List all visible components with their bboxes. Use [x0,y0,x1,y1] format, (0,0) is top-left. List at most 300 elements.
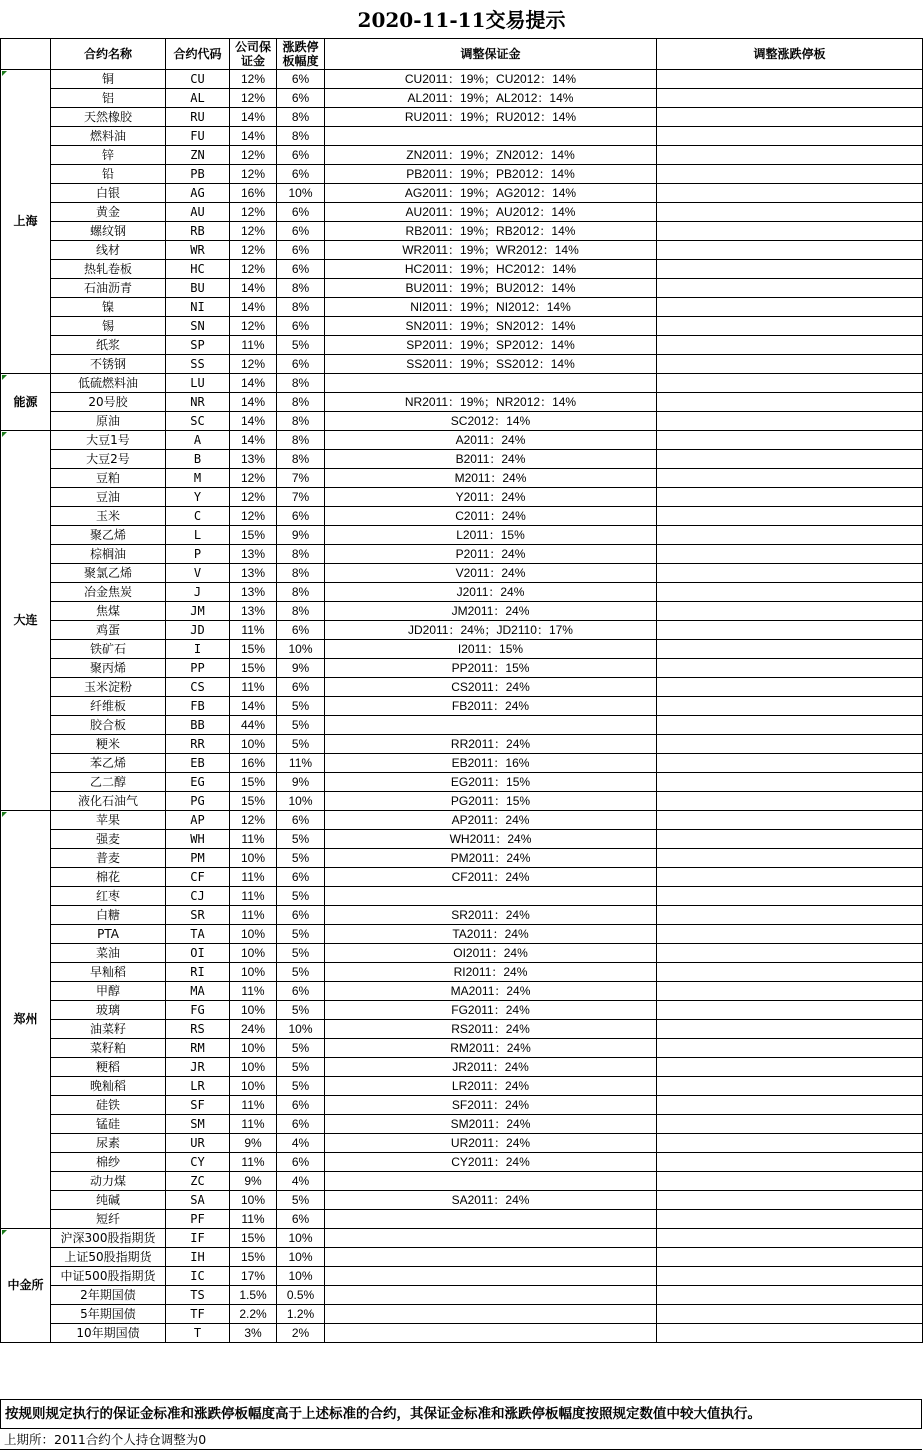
table-row [1,602,923,621]
adjusted-margin: SN2011：19%；SN2012：14% [325,317,657,336]
contract-code: EG [166,773,230,792]
adjusted-limit [657,545,923,564]
limit-cell: 4% [277,1134,325,1153]
limit-cell: 2% [277,1324,325,1343]
limit-cell: 5% [277,830,325,849]
limit-cell: 6% [277,621,325,640]
margin-cell: 12% [230,260,277,279]
table-row [1,507,923,526]
limit-cell: 4% [277,1172,325,1191]
margin-cell: 13% [230,564,277,583]
adjusted-limit [657,811,923,830]
table-row [1,1267,923,1286]
header-row [1,39,923,70]
limit-cell: 5% [277,735,325,754]
table-row [1,412,923,431]
table-row [1,108,923,127]
margin-cell: 14% [230,412,277,431]
margin-cell: 15% [230,1229,277,1248]
contract-code: OI [166,944,230,963]
contract-code: NR [166,393,230,412]
contract-code: L [166,526,230,545]
adjusted-limit [657,431,923,450]
limit-cell: 7% [277,469,325,488]
limit-cell: 5% [277,1191,325,1210]
table-row [1,1096,923,1115]
limit-cell: 6% [277,1210,325,1229]
adjusted-limit [657,830,923,849]
table-row [1,393,923,412]
contract-code: PF [166,1210,230,1229]
adjusted-limit [657,1229,923,1248]
adjusted-margin: SC2012：14% [325,412,657,431]
adjusted-limit [657,507,923,526]
adjusted-limit [657,1153,923,1172]
adjusted-limit [657,1305,923,1324]
table-row [1,1172,923,1191]
table-row [1,222,923,241]
adjusted-margin: UR2011：24% [325,1134,657,1153]
adjusted-limit [657,773,923,792]
adjusted-limit [657,735,923,754]
adjusted-limit [657,260,923,279]
limit-cell: 11% [277,754,325,773]
adjusted-limit [657,564,923,583]
adjusted-margin: L2011：15% [325,526,657,545]
contract-code: Y [166,488,230,507]
limit-cell: 8% [277,564,325,583]
margin-cell: 12% [230,89,277,108]
margin-cell: 12% [230,488,277,507]
adjusted-limit [657,298,923,317]
limit-cell: 6% [277,678,325,697]
margin-cell: 15% [230,773,277,792]
header-limit: 涨跌停板幅度 [277,39,325,70]
adjusted-limit [657,1248,923,1267]
adjusted-margin: PB2011：19%；PB2012：14% [325,165,657,184]
adjusted-limit [657,1039,923,1058]
adjusted-margin: SA2011：24% [325,1191,657,1210]
adjusted-margin: P2011：24% [325,545,657,564]
contract-code: AP [166,811,230,830]
limit-cell: 9% [277,526,325,545]
table-row [1,944,923,963]
margin-cell: 11% [230,982,277,1001]
adjusted-limit [657,1172,923,1191]
contract-name: 苹果 [51,811,166,830]
adjusted-margin: WH2011：24% [325,830,657,849]
exchange-cell: 中金所 [1,1229,51,1343]
limit-cell: 10% [277,640,325,659]
contract-code: LR [166,1077,230,1096]
contract-name: 白糖 [51,906,166,925]
trading-table [0,38,923,1343]
limit-cell: 8% [277,127,325,146]
adjusted-limit [657,222,923,241]
margin-cell: 10% [230,925,277,944]
limit-cell: 6% [277,203,325,222]
margin-cell: 12% [230,317,277,336]
margin-cell: 14% [230,279,277,298]
adjusted-margin [325,374,657,393]
contract-code: MA [166,982,230,1001]
adjusted-limit [657,1286,923,1305]
contract-code: SR [166,906,230,925]
contract-code: ZN [166,146,230,165]
contract-name: 硅铁 [51,1096,166,1115]
contract-name: PTA [51,925,166,944]
table-row [1,1324,923,1343]
margin-cell: 11% [230,1096,277,1115]
contract-name: 纸浆 [51,336,166,355]
contract-code: RB [166,222,230,241]
contract-code: CU [166,70,230,89]
adjusted-limit [657,374,923,393]
adjusted-limit [657,1115,923,1134]
contract-name: 棕榈油 [51,545,166,564]
adjusted-margin [325,1324,657,1343]
limit-cell: 6% [277,355,325,374]
contract-name: 原油 [51,412,166,431]
limit-cell: 8% [277,298,325,317]
limit-cell: 6% [277,317,325,336]
margin-cell: 10% [230,1077,277,1096]
adjusted-limit [657,469,923,488]
limit-cell: 5% [277,887,325,906]
adjusted-margin: JR2011：24% [325,1058,657,1077]
contract-code: IF [166,1229,230,1248]
margin-cell: 11% [230,1153,277,1172]
margin-cell: 17% [230,1267,277,1286]
limit-cell: 5% [277,1058,325,1077]
margin-cell: 12% [230,811,277,830]
limit-cell: 10% [277,1248,325,1267]
contract-code: TA [166,925,230,944]
limit-cell: 6% [277,507,325,526]
adjusted-margin: V2011：24% [325,564,657,583]
contract-name: 鸡蛋 [51,621,166,640]
table-row [1,1191,923,1210]
adjusted-limit [657,165,923,184]
contract-code: IC [166,1267,230,1286]
margin-cell: 12% [230,469,277,488]
table-row [1,298,923,317]
contract-code: SN [166,317,230,336]
table-row [1,906,923,925]
adjusted-margin: RM2011：24% [325,1039,657,1058]
margin-cell: 2.2% [230,1305,277,1324]
margin-cell: 11% [230,336,277,355]
contract-name: 锡 [51,317,166,336]
table-row [1,336,923,355]
adjusted-margin: SR2011：24% [325,906,657,925]
contract-name: 热轧卷板 [51,260,166,279]
adjusted-limit [657,241,923,260]
adjusted-margin: SF2011：24% [325,1096,657,1115]
contract-name: 焦煤 [51,602,166,621]
contract-code: M [166,469,230,488]
adjusted-limit [657,412,923,431]
margin-cell: 16% [230,184,277,203]
table-row [1,1248,923,1267]
contract-code: CF [166,868,230,887]
table-row [1,754,923,773]
contract-code: B [166,450,230,469]
adjusted-margin: SS2011：19%；SS2012：14% [325,355,657,374]
adjusted-limit [657,716,923,735]
adjusted-limit [657,906,923,925]
contract-code: AG [166,184,230,203]
header-exchange [1,39,51,70]
header-adj-limit: 调整涨跌停板 [657,39,923,70]
limit-cell: 8% [277,431,325,450]
adjusted-limit [657,1096,923,1115]
table-row [1,963,923,982]
adjusted-limit [657,526,923,545]
contract-code: PG [166,792,230,811]
adjusted-limit [657,1324,923,1343]
contract-name: 玉米淀粉 [51,678,166,697]
adjusted-limit [657,925,923,944]
limit-cell: 8% [277,583,325,602]
adjusted-limit [657,450,923,469]
contract-name: 沪深300股指期货 [51,1229,166,1248]
contract-code: TF [166,1305,230,1324]
limit-cell: 6% [277,146,325,165]
contract-name: 上证50股指期货 [51,1248,166,1267]
adjusted-limit [657,70,923,89]
limit-cell: 5% [277,1077,325,1096]
margin-cell: 10% [230,1039,277,1058]
contract-name: 红枣 [51,887,166,906]
adjusted-margin: NR2011：19%；NR2012：14% [325,393,657,412]
contract-code: PP [166,659,230,678]
adjusted-margin [325,127,657,146]
page-title: 2020-11-11交易提示 [357,8,566,32]
adjusted-margin: WR2011：19%；WR2012：14% [325,241,657,260]
contract-name: 胶合板 [51,716,166,735]
contract-name: 铅 [51,165,166,184]
table-row [1,1305,923,1324]
limit-cell: 5% [277,716,325,735]
table-row [1,1210,923,1229]
margin-cell: 9% [230,1172,277,1191]
contract-code: SP [166,336,230,355]
table-row [1,488,923,507]
contract-code: JM [166,602,230,621]
limit-cell: 8% [277,393,325,412]
contract-code: FB [166,697,230,716]
margin-cell: 13% [230,545,277,564]
adjusted-margin [325,887,657,906]
adjusted-margin: CS2011：24% [325,678,657,697]
adjusted-limit [657,583,923,602]
adjusted-margin: FG2011：24% [325,1001,657,1020]
contract-code: T [166,1324,230,1343]
adjusted-margin: SP2011：19%；SP2012：14% [325,336,657,355]
margin-cell: 12% [230,355,277,374]
table-row [1,830,923,849]
contract-name: 20号胶 [51,393,166,412]
limit-cell: 8% [277,602,325,621]
contract-code: SF [166,1096,230,1115]
contract-code: IH [166,1248,230,1267]
adjusted-limit [657,393,923,412]
contract-name: 镍 [51,298,166,317]
adjusted-limit [657,659,923,678]
adjusted-margin: HC2011：19%；HC2012：14% [325,260,657,279]
contract-name: 菜籽粕 [51,1039,166,1058]
margin-cell: 11% [230,621,277,640]
contract-code: CJ [166,887,230,906]
margin-cell: 15% [230,659,277,678]
contract-code: JD [166,621,230,640]
adjusted-limit [657,108,923,127]
limit-cell: 8% [277,450,325,469]
table-row [1,70,923,89]
contract-code: JR [166,1058,230,1077]
contract-name: 早籼稻 [51,963,166,982]
contract-code: RU [166,108,230,127]
limit-cell: 6% [277,906,325,925]
margin-cell: 11% [230,830,277,849]
contract-code: PB [166,165,230,184]
header-code: 合约代码 [166,39,230,70]
adjusted-margin: CY2011：24% [325,1153,657,1172]
margin-cell: 11% [230,868,277,887]
table-row [1,621,923,640]
adjusted-margin: M2011：24% [325,469,657,488]
contract-name: 2年期国债 [51,1286,166,1305]
adjusted-margin: Y2011：24% [325,488,657,507]
contract-code: CS [166,678,230,697]
adjusted-margin: AL2011：19%；AL2012：14% [325,89,657,108]
margin-cell: 44% [230,716,277,735]
adjusted-margin: EG2011：15% [325,773,657,792]
adjusted-margin [325,1286,657,1305]
margin-cell: 10% [230,944,277,963]
limit-cell: 8% [277,412,325,431]
contract-name: 粳米 [51,735,166,754]
limit-cell: 5% [277,849,325,868]
adjusted-limit [657,89,923,108]
adjusted-margin [325,1305,657,1324]
contract-name: 低硫燃料油 [51,374,166,393]
margin-cell: 12% [230,165,277,184]
table-row [1,1039,923,1058]
contract-code: V [166,564,230,583]
adjusted-margin [325,1210,657,1229]
adjusted-margin: RI2011：24% [325,963,657,982]
contract-name: 液化石油气 [51,792,166,811]
adjusted-margin: JM2011：24% [325,602,657,621]
adjusted-margin: RB2011：19%；RB2012：14% [325,222,657,241]
contract-name: 大豆2号 [51,450,166,469]
contract-name: 尿素 [51,1134,166,1153]
margin-cell: 16% [230,754,277,773]
margin-cell: 10% [230,849,277,868]
margin-cell: 12% [230,70,277,89]
table-row [1,773,923,792]
table-row [1,1058,923,1077]
contract-code: P [166,545,230,564]
contract-name: 苯乙烯 [51,754,166,773]
adjusted-limit [657,602,923,621]
limit-cell: 8% [277,545,325,564]
adjusted-margin: TA2011：24% [325,925,657,944]
contract-name: 铁矿石 [51,640,166,659]
limit-cell: 5% [277,336,325,355]
table-row [1,1153,923,1172]
adjusted-limit [657,1020,923,1039]
table-row [1,184,923,203]
contract-code: C [166,507,230,526]
adjusted-margin: PM2011：24% [325,849,657,868]
margin-cell: 14% [230,374,277,393]
margin-cell: 12% [230,507,277,526]
contract-name: 聚氯乙烯 [51,564,166,583]
margin-cell: 10% [230,1058,277,1077]
contract-name: 普麦 [51,849,166,868]
table-row [1,127,923,146]
table-row [1,887,923,906]
contract-code: I [166,640,230,659]
limit-cell: 6% [277,165,325,184]
contract-name: 锌 [51,146,166,165]
adjusted-limit [657,317,923,336]
limit-cell: 5% [277,963,325,982]
contract-name: 乙二醇 [51,773,166,792]
contract-name: 豆油 [51,488,166,507]
limit-cell: 10% [277,1229,325,1248]
table-row [1,317,923,336]
contract-code: AU [166,203,230,222]
contract-name: 豆粕 [51,469,166,488]
table-row [1,241,923,260]
margin-cell: 10% [230,1001,277,1020]
adjusted-limit [657,203,923,222]
contract-name: 不锈钢 [51,355,166,374]
contract-code: NI [166,298,230,317]
adjusted-margin: MA2011：24% [325,982,657,1001]
margin-cell: 14% [230,393,277,412]
margin-cell: 12% [230,146,277,165]
margin-cell: 11% [230,1115,277,1134]
adjusted-margin: NI2011：19%；NI2012：14% [325,298,657,317]
margin-cell: 10% [230,1191,277,1210]
adjusted-limit [657,1191,923,1210]
table-row [1,89,923,108]
limit-cell: 0.5% [277,1286,325,1305]
margin-cell: 12% [230,203,277,222]
adjusted-limit [657,621,923,640]
adjusted-margin: J2011：24% [325,583,657,602]
table-row [1,545,923,564]
adjusted-limit [657,336,923,355]
limit-cell: 6% [277,1096,325,1115]
exchange-cell: 郑州 [1,811,51,1229]
contract-name: 中证500股指期货 [51,1267,166,1286]
contract-code: HC [166,260,230,279]
limit-cell: 6% [277,241,325,260]
contract-name: 晚籼稻 [51,1077,166,1096]
adjusted-margin [325,1248,657,1267]
adjusted-limit [657,678,923,697]
contract-name: 螺纹钢 [51,222,166,241]
header-name: 合约名称 [51,39,166,70]
adjusted-margin: JD2011：24%；JD2110：17% [325,621,657,640]
contract-name: 玉米 [51,507,166,526]
